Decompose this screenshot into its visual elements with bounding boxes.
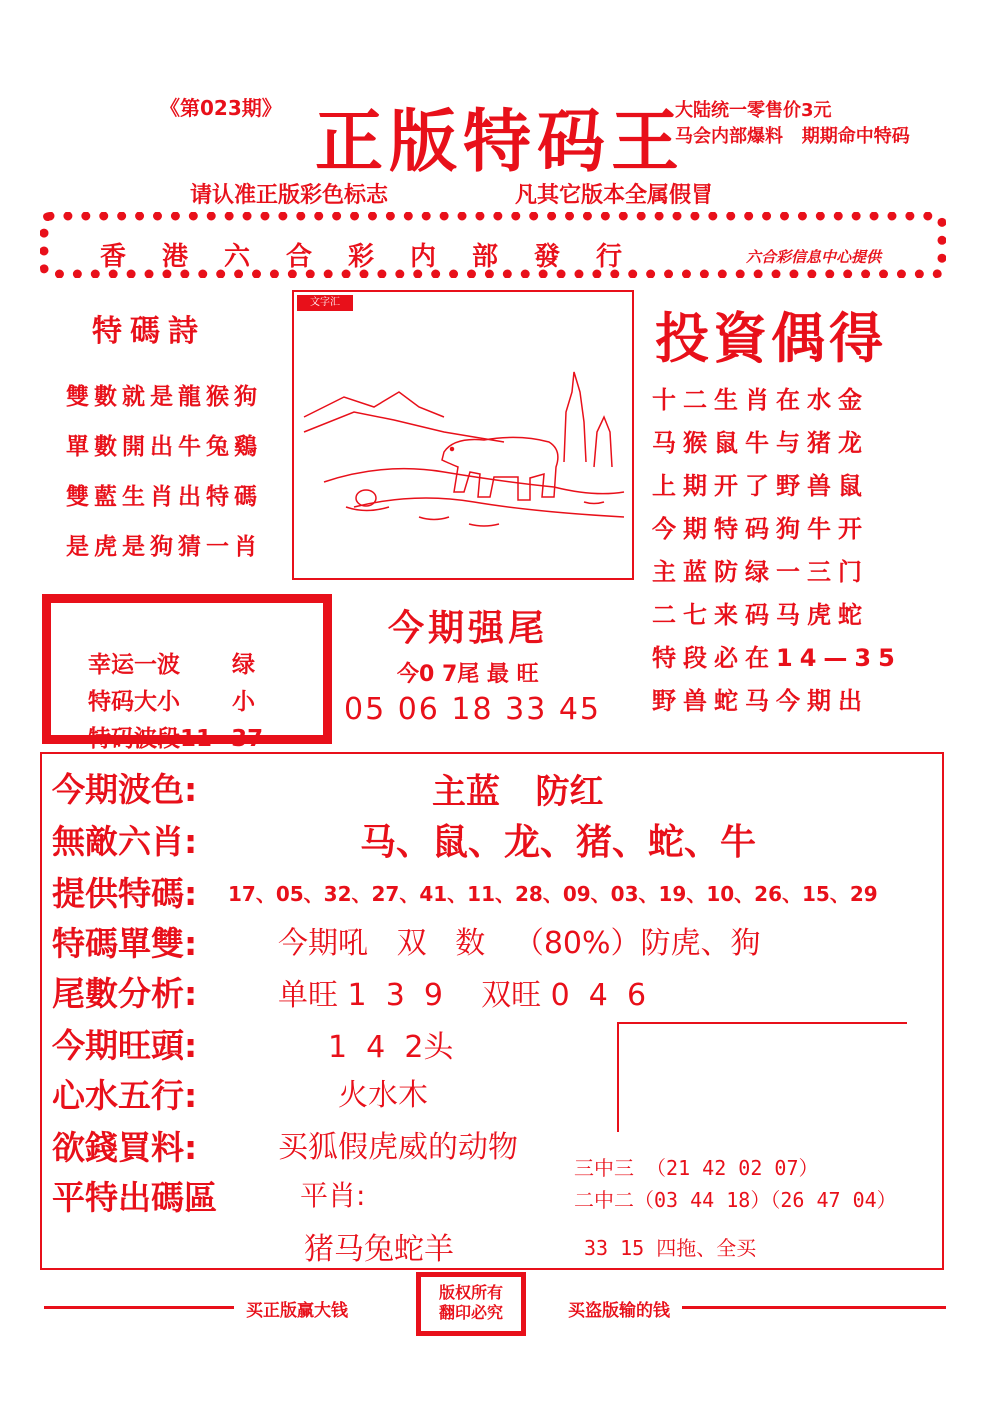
- page-title: 正版特码王: [315, 102, 686, 182]
- six-label: 無敵六肖:: [52, 822, 198, 861]
- special-label: 提供特碼:: [52, 874, 198, 913]
- poem-title: 特碼詩: [92, 314, 206, 349]
- copyright-line: 版权所有: [438, 1283, 503, 1302]
- investment-line: 二七来码马虎蛇: [652, 601, 869, 629]
- footer-rule-left: [44, 1306, 234, 1309]
- head-value: 1 4 2头: [328, 1030, 454, 1065]
- investment-line: 十二生肖在水金: [652, 386, 869, 414]
- flat-value: 猪马兔蛇羊: [304, 1232, 454, 1267]
- special-value: 17、05、32、27、41、11、28、09、03、19、10、26、15、29: [228, 882, 878, 906]
- poem-line: 雙藍生肖出特碼: [66, 483, 262, 510]
- wave-label: 今期波色:: [52, 770, 198, 809]
- investment-line: 特段必在14—35: [652, 644, 902, 672]
- wave-value: 主蓝 防红: [432, 772, 604, 812]
- lucky-value: 小: [232, 689, 256, 715]
- strong-tail-numbers: 05 06 18 33 45: [344, 692, 602, 727]
- poem-line: 單數開出牛兔鷄: [66, 433, 262, 460]
- investment-line: 今期特码狗牛开: [652, 515, 869, 543]
- copyright-stamp: [416, 1272, 526, 1336]
- fake-notice: 凡其它版本全属假冒: [515, 183, 714, 208]
- price-line: 大陆统一零售价3元: [675, 100, 832, 121]
- lucky-label: 特码大小: [88, 689, 181, 715]
- illustration-frame: [292, 290, 634, 580]
- lucky-label: 特码波段: [88, 726, 181, 752]
- flat-label: 平肖:: [300, 1179, 366, 1212]
- inner-corner-box: [617, 1022, 907, 1132]
- authentic-notice: 请认准正版彩色标志: [190, 183, 389, 208]
- investment-line: 上期开了野兽鼠: [652, 472, 869, 500]
- head-label: 今期旺頭:: [52, 1026, 198, 1065]
- banner-side-note: 六合彩信息中心提供: [746, 248, 882, 266]
- three-hit-line: 三中三 （21 42 02 07）: [574, 1156, 819, 1180]
- investment-line: 马猴鼠牛与猪龙: [652, 429, 869, 457]
- lucky-value: 绿: [232, 652, 256, 678]
- banner-text: 香港六合彩内部發行: [100, 242, 659, 272]
- element-label: 心水五行:: [52, 1076, 198, 1115]
- tip-line: 马会内部爆料 期期命中特码: [675, 126, 910, 147]
- drag-line: 33 15 四拖、全买: [584, 1236, 757, 1260]
- investment-line: 主蓝防绿一三门: [652, 558, 869, 586]
- poem-line: 雙數就是龍猴狗: [66, 383, 262, 410]
- poem-line: 是虎是狗猜一肖: [66, 533, 262, 560]
- issue-number: 《第023期》: [160, 96, 282, 120]
- zone-label: 平特出碼區: [52, 1178, 217, 1217]
- investment-line: 野兽蛇马今期出: [652, 687, 869, 715]
- lucky-label: 幸运一波: [88, 652, 181, 678]
- illustration-tag: 文字汇: [297, 295, 353, 311]
- strong-tail-subtitle: 今0 7尾 最 旺: [397, 662, 539, 687]
- tail-label: 尾數分析:: [52, 974, 198, 1013]
- footer-left-text: 买正版赢大钱: [246, 1301, 348, 1321]
- two-hit-line: 二中二（03 44 18）（26 47 04）: [574, 1188, 897, 1212]
- investment-title: 投資偶得: [655, 306, 887, 370]
- tail-value: 单旺 1 3 9 双旺 0 4 6: [278, 978, 647, 1013]
- bear-landscape-illustration: [294, 292, 632, 578]
- buy-value: 买狐假虎威的动物: [278, 1130, 518, 1165]
- buy-label: 欲錢買料:: [52, 1128, 198, 1167]
- oddeven-label: 特碼單雙:: [52, 924, 198, 963]
- strong-tail-title: 今期强尾: [388, 608, 549, 649]
- copyright-line: 翻印必究: [438, 1303, 503, 1322]
- lucky-row: [72, 694, 263, 753]
- footer-right-text: 买盗版输的钱: [568, 1301, 670, 1321]
- element-value: 火水木: [338, 1078, 428, 1113]
- lucky-value: 11--37: [180, 726, 264, 752]
- oddeven-value: 今期吼 双 数 （80%）防虎、狗: [278, 926, 761, 961]
- footer-rule-right: [682, 1306, 946, 1309]
- six-value: 马、鼠、龙、猪、蛇、牛: [360, 822, 757, 863]
